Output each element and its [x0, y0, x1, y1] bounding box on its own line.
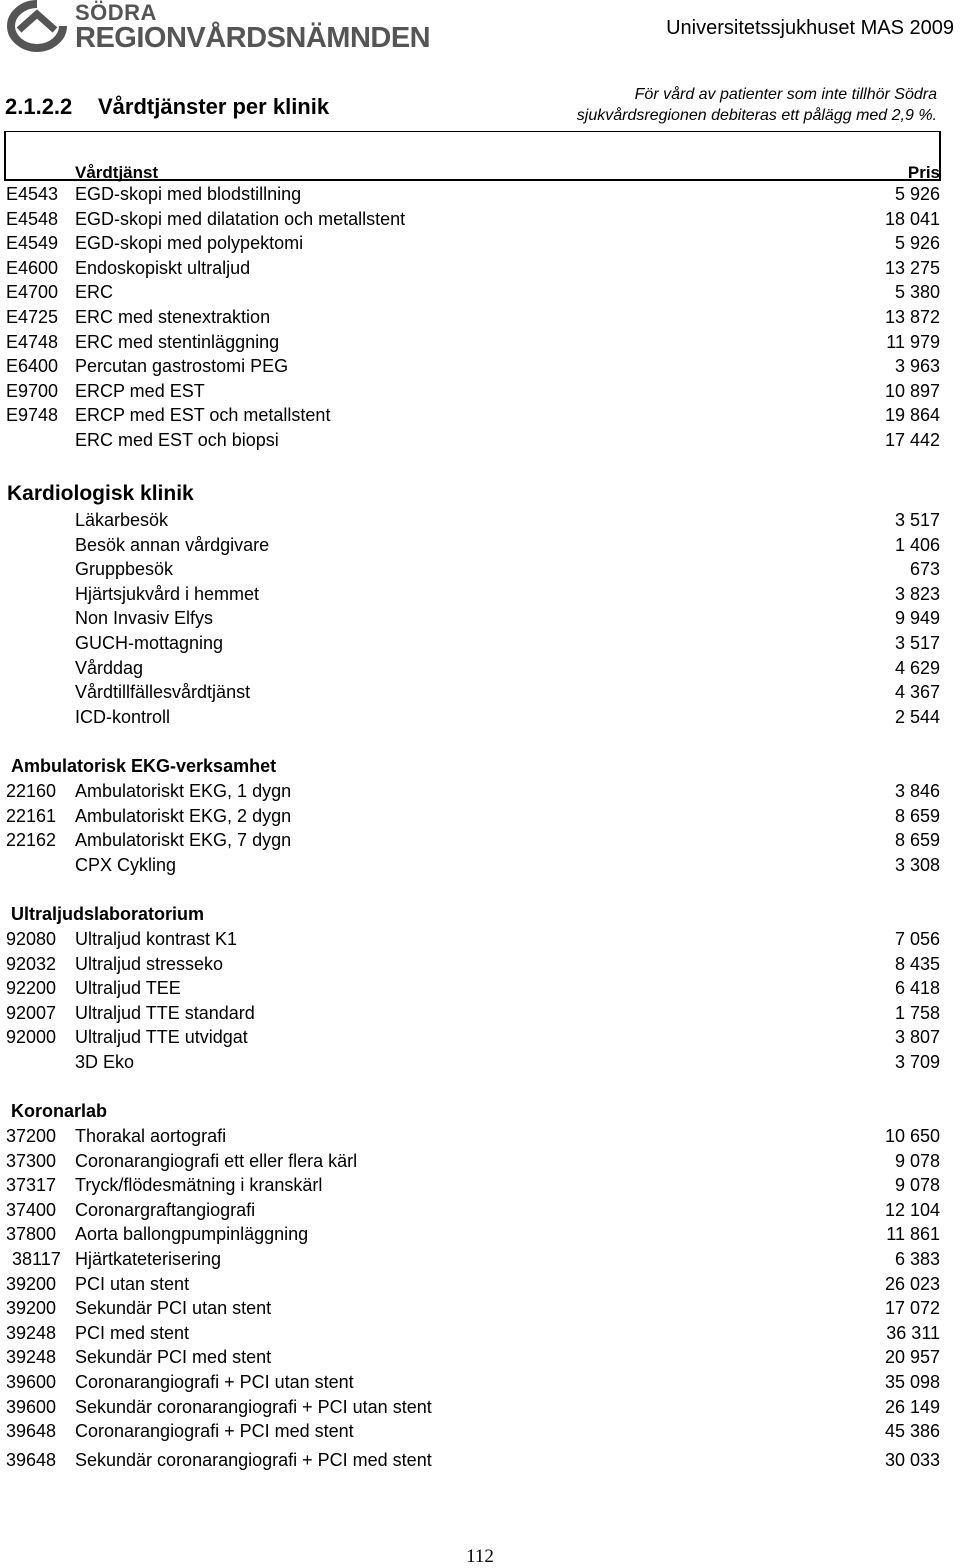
pricing-note-line2: sjukvårdsregionen debiteras ett pålägg med 2,9 %.	[576, 107, 937, 124]
service-price: 4 367	[894, 682, 940, 702]
service-code: E4725	[6, 307, 59, 327]
service-code: 22160	[6, 781, 57, 801]
table-row	[0, 1298, 960, 1322]
table-row	[0, 954, 960, 978]
service-name: Thorakal aortografi	[75, 1126, 227, 1146]
group-title: Ambulatorisk EKG-verksamhet	[11, 756, 277, 776]
service-code: E6400	[6, 356, 59, 376]
service-code: 39200	[6, 1274, 57, 1294]
table-row	[0, 1347, 960, 1371]
table-row	[0, 1027, 960, 1051]
service-name: Gruppbesök	[75, 559, 174, 579]
service-code: 92200	[6, 978, 57, 998]
table-row	[0, 405, 960, 429]
service-name: EGD-skopi med dilatation och metallstent	[75, 209, 406, 229]
service-code: 92080	[6, 929, 57, 949]
service-price: 6 418	[894, 978, 940, 998]
service-price: 11 979	[886, 332, 940, 352]
hospital-name: Universitetssjukhuset MAS 2009	[666, 17, 954, 39]
table-row	[0, 1224, 960, 1248]
service-name: Sekundär PCI utan stent	[75, 1298, 272, 1318]
service-price: 5 380	[894, 282, 940, 302]
table-row	[0, 1200, 960, 1224]
service-name: GUCH-mottagning	[75, 633, 224, 653]
logo-text-line2: REGIONVÅRDSNÄMNDEN	[75, 22, 431, 54]
section-title: Vårdtjänster per klinik	[98, 94, 330, 119]
service-code: 39200	[6, 1298, 57, 1318]
service-code: E9748	[6, 405, 59, 425]
service-name: Coronarangiografi + PCI utan stent	[75, 1372, 354, 1392]
page-number: 112	[466, 1546, 494, 1567]
table-row	[0, 1249, 960, 1273]
table-row	[0, 1052, 960, 1076]
service-price: 30 033	[884, 1450, 940, 1470]
service-price: 3 709	[894, 1052, 940, 1072]
service-name: Vårdtillfällesvårdtjänst	[75, 682, 251, 702]
service-code: 39600	[6, 1397, 57, 1417]
service-name: Hjärtsjukvård i hemmet	[75, 584, 260, 604]
sodra-logo-icon	[5, 0, 69, 52]
service-price: 45 386	[884, 1421, 940, 1441]
column-header-service: Vårdtjänst	[75, 163, 159, 182]
table-row	[0, 510, 960, 534]
service-name: Coronarangiografi ett eller flera kärl	[75, 1151, 358, 1171]
table-row	[0, 658, 960, 682]
service-price: 10 650	[884, 1126, 940, 1146]
table-row	[0, 682, 960, 706]
service-code: E4548	[6, 209, 59, 229]
table-row	[0, 1126, 960, 1150]
service-name: Endoskopiskt ultraljud	[75, 258, 251, 278]
service-price: 8 659	[894, 806, 940, 826]
table-row	[0, 1421, 960, 1445]
service-name: 3D Eko	[75, 1052, 135, 1072]
service-name: Vårddag	[75, 658, 144, 678]
service-price: 13 872	[884, 307, 940, 327]
service-price: 9 949	[894, 608, 940, 628]
service-code: E4549	[6, 233, 59, 253]
service-code: E4700	[6, 282, 59, 302]
service-price: 1 406	[894, 535, 940, 555]
service-code: 37200	[6, 1126, 57, 1146]
service-code: 22162	[6, 830, 57, 850]
service-name: PCI utan stent	[75, 1274, 190, 1294]
table-row	[0, 929, 960, 953]
service-name: Non Invasiv Elfys	[75, 608, 214, 628]
service-price: 2 544	[894, 707, 940, 727]
service-name: EGD-skopi med blodstillning	[75, 184, 302, 204]
service-code: 39648	[6, 1450, 57, 1470]
service-name: Sekundär coronarangiografi + PCI med stent	[75, 1450, 432, 1470]
group-title: Kardiologisk klinik	[7, 482, 194, 505]
service-name: CPX Cykling	[75, 855, 177, 875]
table-row	[0, 1151, 960, 1175]
table-row	[0, 1372, 960, 1396]
service-name: Percutan gastrostomi PEG	[75, 356, 289, 376]
table-row	[0, 535, 960, 559]
service-price: 5 926	[894, 233, 940, 253]
service-price: 18 041	[884, 209, 940, 229]
table-row	[0, 1323, 960, 1347]
service-name: Tryck/flödesmätning i kranskärl	[75, 1175, 323, 1195]
table-row	[0, 282, 960, 306]
service-price: 5 926	[894, 184, 940, 204]
service-name: ICD-kontroll	[75, 707, 171, 727]
service-name: Ultraljud kontrast K1	[75, 929, 238, 949]
service-name: EGD-skopi med polypektomi	[75, 233, 304, 253]
service-name: ERC med EST och biopsi	[75, 430, 279, 450]
service-name: Besök annan vårdgivare	[75, 535, 270, 555]
table-row	[0, 584, 960, 608]
table-row	[0, 381, 960, 405]
table-row	[0, 633, 960, 657]
service-name: Läkarbesök	[75, 510, 169, 530]
service-code: 39248	[6, 1347, 57, 1367]
service-name: Ultraljud TTE utvidgat	[75, 1027, 248, 1047]
service-price: 12 104	[884, 1200, 940, 1220]
service-code: 92000	[6, 1027, 57, 1047]
section-number: 2.1.2.2	[5, 94, 73, 119]
service-code: E4543	[6, 184, 59, 204]
service-name: Ambulatoriskt EKG, 1 dygn	[75, 781, 292, 801]
service-name: ERC med stenextraktion	[75, 307, 271, 327]
table-row	[0, 1274, 960, 1298]
table-row	[0, 233, 960, 257]
service-price: 3 823	[894, 584, 940, 604]
service-price: 7 056	[894, 929, 940, 949]
service-price: 9 078	[894, 1175, 940, 1195]
table-row	[0, 608, 960, 632]
table-row	[0, 1003, 960, 1027]
service-price: 3 963	[894, 356, 940, 376]
service-code: E9700	[6, 381, 59, 401]
table-row	[0, 1175, 960, 1199]
service-name: Ultraljud TTE standard	[75, 1003, 255, 1023]
service-price: 3 517	[894, 510, 940, 530]
service-price: 10 897	[884, 381, 940, 401]
table-row	[0, 209, 960, 233]
service-price: 8 659	[894, 830, 940, 850]
table-row	[0, 559, 960, 583]
service-name: Ambulatoriskt EKG, 7 dygn	[75, 830, 292, 850]
table-row	[0, 307, 960, 331]
service-code: E4748	[6, 332, 59, 352]
service-code: E4600	[6, 258, 59, 278]
group-title: Ultraljudslaboratorium	[11, 904, 205, 924]
service-price: 8 435	[894, 954, 940, 974]
service-code: 37800	[6, 1224, 57, 1244]
service-name: Sekundär PCI med stent	[75, 1347, 272, 1367]
logo-text-line1: SÖDRA	[75, 0, 157, 25]
group-title: Koronarlab	[11, 1101, 108, 1121]
service-price: 26 023	[884, 1274, 940, 1294]
service-price: 9 078	[894, 1151, 940, 1171]
service-name: ERC	[75, 282, 114, 302]
table-row	[0, 258, 960, 282]
table-row	[0, 707, 960, 731]
table-row	[0, 781, 960, 805]
service-price: 20 957	[884, 1347, 940, 1367]
service-price: 17 072	[884, 1298, 940, 1318]
table-row	[0, 978, 960, 1002]
service-price: 26 149	[884, 1397, 940, 1417]
service-price: 3 308	[894, 855, 940, 875]
service-name: Ambulatoriskt EKG, 2 dygn	[75, 806, 292, 826]
pricing-note	[537, 84, 937, 126]
column-header-price: Pris	[907, 163, 940, 182]
service-price: 35 098	[884, 1372, 940, 1392]
table-row	[0, 356, 960, 380]
table-row	[0, 855, 960, 879]
service-price: 6 383	[894, 1249, 940, 1269]
service-price: 4 629	[894, 658, 940, 678]
service-name: PCI med stent	[75, 1323, 190, 1343]
service-price: 3 807	[894, 1027, 940, 1047]
service-price: 17 442	[884, 430, 940, 450]
service-code: 39248	[6, 1323, 57, 1343]
logo	[5, 0, 431, 56]
service-price: 19 864	[884, 405, 940, 425]
service-name: ERCP med EST	[75, 381, 205, 401]
table-row	[0, 1397, 960, 1421]
service-price: 11 861	[886, 1224, 940, 1244]
service-name: Sekundär coronarangiografi + PCI utan stent	[75, 1397, 432, 1417]
service-name: Coronarangiografi + PCI med stent	[75, 1421, 354, 1441]
service-code: 37400	[6, 1200, 57, 1220]
service-code: 39648	[6, 1421, 57, 1441]
service-price: 13 275	[884, 258, 940, 278]
service-price: 3 517	[894, 633, 940, 653]
service-code: 38117	[12, 1249, 61, 1269]
service-code: 39600	[6, 1372, 57, 1392]
service-name: ERC med stentinläggning	[75, 332, 280, 352]
service-name: Coronargraftangiografi	[75, 1200, 256, 1220]
service-code: 92007	[6, 1003, 57, 1023]
service-name: Ultraljud stresseko	[75, 954, 224, 974]
service-price: 3 846	[894, 781, 940, 801]
table-row	[0, 184, 960, 208]
table-row	[0, 332, 960, 356]
service-code: 92032	[6, 954, 57, 974]
table-row	[0, 1450, 960, 1474]
service-price: 673	[909, 559, 940, 579]
service-price: 36 311	[886, 1323, 940, 1343]
table-row	[0, 830, 960, 854]
service-name: Ultraljud TEE	[75, 978, 181, 998]
service-code: 22161	[6, 806, 57, 826]
table-row	[0, 806, 960, 830]
service-name: Hjärtkateterisering	[75, 1249, 222, 1269]
service-name: ERCP med EST och metallstent	[75, 405, 331, 425]
table-row	[0, 430, 960, 454]
service-code: 37317	[6, 1175, 57, 1195]
service-code: 37300	[6, 1151, 57, 1171]
service-name: Aorta ballongpumpinläggning	[75, 1224, 309, 1244]
pricing-note-line1: För vård av patienter som inte tillhör Södra	[634, 86, 937, 103]
service-price: 1 758	[894, 1003, 940, 1023]
